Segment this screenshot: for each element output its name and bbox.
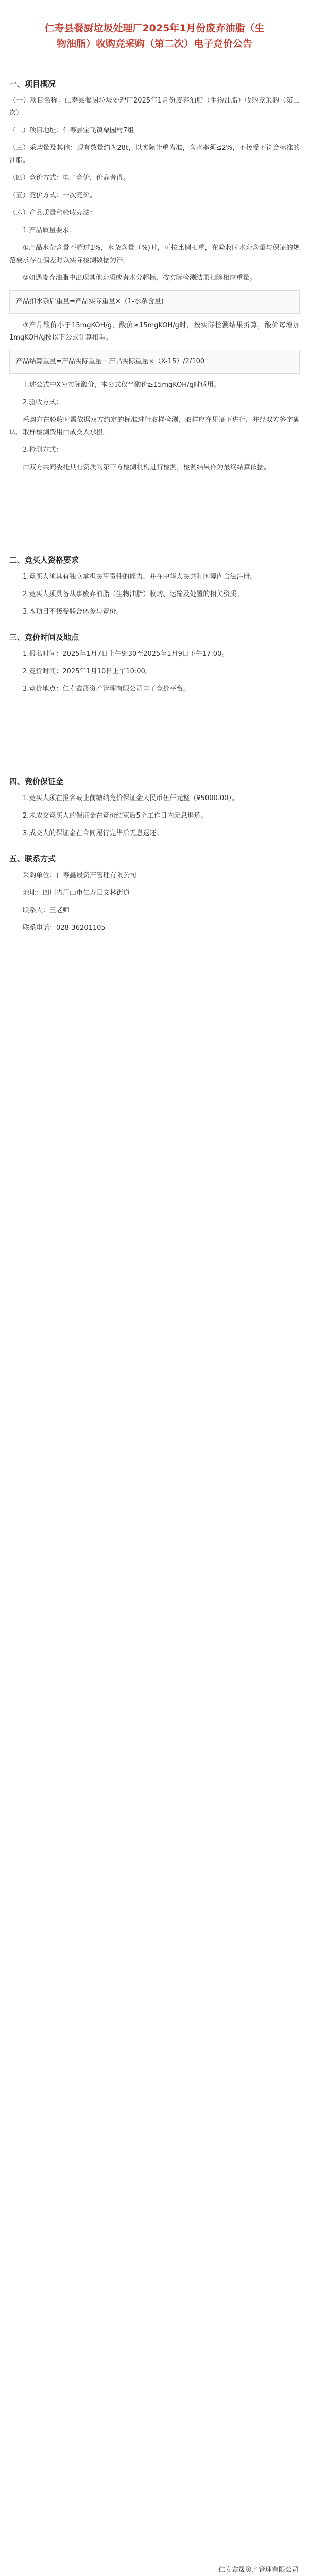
paragraph: 采购方在验收时需依据双方约定的标准进行取样检测，取样应在见证下进行，并经双方签字确认。取样检测费用由成交人承担。 [9,416,300,436]
spacer [0,477,309,544]
paragraph: 3.竞价地点：仁寿鑫晟资产管理有限公司电子竞价平台。 [23,685,190,693]
paragraph: ③产品酸价小于15mgKOH/g，酸价≥15mgKOH/g时，按实际检测结果折算，酸价每增加1mgKOH/g按以下公式计算扣重。 [9,321,300,342]
paragraph: （六）产品质量和验收办法： [9,209,97,217]
paragraph: 3.本项目不接受联合体参与竞价。 [23,608,123,616]
contact-person: 联系人：王老师 [23,907,70,914]
paragraph: 1.竞买人须具有独立承担民事责任的能力，并在中华人民共和国境内合法注册。 [23,573,257,581]
formula-box: 产品扣水杂后重量=产品实际重量×（1-水杂含量) [9,290,300,314]
paragraph: 1.报名时间：2025年1月7日上午9:30至2025年1月9日下午17:00。 [23,650,229,658]
paragraph: 2.未成交竞买人的保证金在竞价结束后5个工作日内无息退还。 [23,812,208,820]
paragraph: 由双方共同委托具有资质的第三方检测机构进行检测，检测结果作为最终结算依据。 [23,464,271,471]
paragraph: （二）项目地址：仁寿县宝飞镇栗园村7组 [9,127,134,134]
paragraph: ②如遇废弃油脂中出现其他杂质或者水分超标，按实际检测结果扣除相应重量。 [23,274,256,282]
paragraph: 2.竞价时间：2025年1月10日上午10:00。 [23,668,152,675]
paragraph: 1.竞买人须在报名截止前缴纳竞价保证金人民币伍仟元整（¥5000.00）。 [23,794,238,802]
contact-address: 地址：四川省眉山市仁寿县文林街道 [23,889,130,897]
formula-box: 产品结算重量=产品实际重量－产品实际重量×（X-15）/2/100 [9,350,300,374]
paragraph: （四）竞价方式：电子竞价，价高者得。 [9,174,130,182]
section-bidder-requirements [0,544,309,621]
section-deposit [0,765,309,842]
paragraph: 1.产品质量要求： [23,227,76,234]
signature-block [218,2564,299,2576]
section-heading: 三、竞价时间及地点 [9,633,79,642]
section-heading: 二、竞买人资格要求 [9,555,79,565]
section-heading: 五、联系方式 [9,854,56,863]
paragraph: 2.竞买人须具备从事废弃油脂（生物油脂）收购、运输及处置的相关资质。 [23,590,244,598]
paragraph: （三）采购量及其他：现有数量约为28t，以实际计重为准，含水率须≤2%，不接受不符合标准的油脂。 [9,144,300,164]
paragraph: （五）竞价方式：一次竞价。 [9,192,97,199]
paragraph: 3.检测方式： [23,446,63,454]
spacer [0,698,309,765]
section-heading: 四、竞价保证金 [9,777,64,786]
paragraph: 上述公式中X为实际酸价，本公式仅当酸价≥15mgKOH/g时适用。 [23,381,220,389]
contact-phone: 联系电话：028-36201105 [23,924,106,932]
paragraph: （一）项目名称：仁寿县餐厨垃圾处理厂2025年1月份废弃油脂（生物油脂）收购竞采购（第二次） [9,97,300,117]
section-heading: 一、项目概况 [9,79,56,89]
paragraph: 3.成交人的保证金在合同履行完毕后无息退还。 [23,829,163,837]
page-title: 仁寿县餐厨垃圾处理厂2025年1月份废弃油脂（生物油脂）收购竞采购（第二次）电子竞价公告 [44,23,265,49]
section-contact [0,842,309,937]
section-time-and-place [0,621,309,698]
contact-unit: 采购单位：仁寿鑫晟资产管理有限公司 [23,872,137,879]
issuing-organization: 仁寿鑫晟资产管理有限公司 [218,2566,299,2574]
paragraph: 2.验收方式： [23,399,63,406]
section-project-overview [0,67,309,477]
paragraph: ①产品水杂含量不超过1%，水杂含量（%)时，可按比例扣重，在验收时水杂含量与保证的规范要求存在偏差时以实际检测数据为准。 [9,244,300,264]
